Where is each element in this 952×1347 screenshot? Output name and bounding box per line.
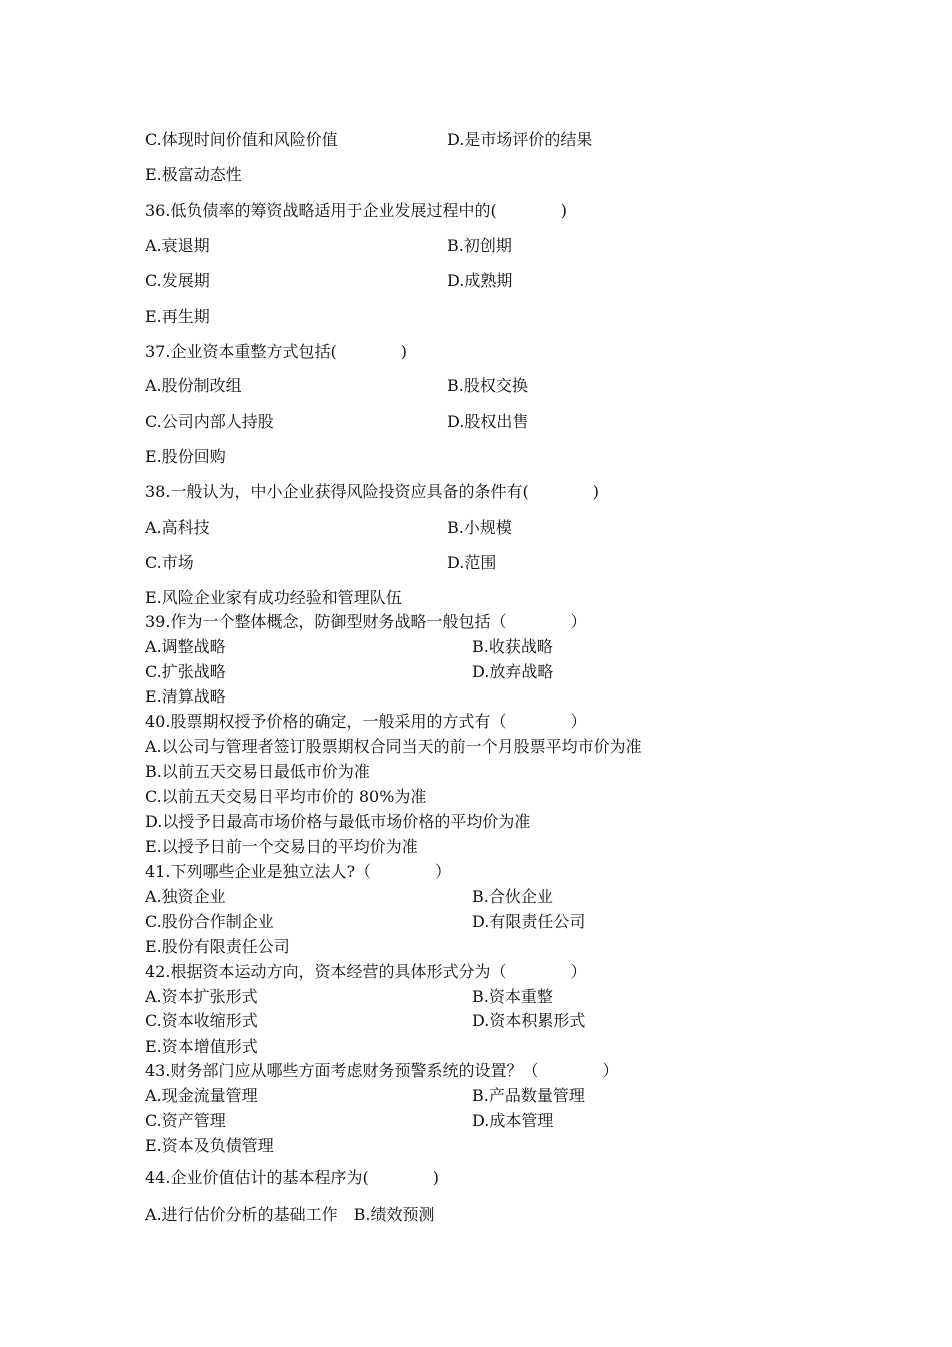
q37-option-c: C.公司内部人持股 <box>145 412 274 431</box>
q37-option-b: B.股权交换 <box>447 376 528 395</box>
q43-option-b: B.产品数量管理 <box>472 1086 585 1105</box>
q36-stem: 36.低负债率的筹资战略适用于企业发展过程中的( ) <box>145 201 567 220</box>
q40-option-b: B.以前五天交易日最低市价为准 <box>145 762 370 781</box>
q38-option-c: C.市场 <box>145 553 194 572</box>
q37-stem: 37.企业资本重整方式包括( ) <box>145 342 407 361</box>
q37-option-d: D.股权出售 <box>447 412 529 431</box>
q43-option-c: C.资产管理 <box>145 1111 226 1130</box>
q41-option-a: A.独资企业 <box>145 887 226 906</box>
q41-option-c: C.股份合作制企业 <box>145 912 274 931</box>
q43-option-e: E.资本及负债管理 <box>145 1136 274 1155</box>
q37-option-a: A.股份制改组 <box>145 376 242 395</box>
q38-stem: 38.一般认为，中小企业获得风险投资应具备的条件有( ) <box>145 482 599 501</box>
q41-option-d: D.有限责任公司 <box>472 912 586 931</box>
q42-stem: 42.根据资本运动方向，资本经营的具体形式分为（ ） <box>145 962 587 981</box>
q42-option-b: B.资本重整 <box>472 987 553 1006</box>
q41-option-e: E.股份有限责任公司 <box>145 937 290 956</box>
q39-stem: 39.作为一个整体概念，防御型财务战略一般包括（ ） <box>145 612 587 631</box>
q39-option-e: E.清算战略 <box>145 687 226 706</box>
q36-option-d: D.成熟期 <box>447 271 513 290</box>
q39-option-b: B.收获战略 <box>472 637 553 656</box>
q37-option-e: E.股份回购 <box>145 447 226 466</box>
q39-option-c: C.扩张战略 <box>145 662 226 681</box>
q43-option-a: A.现金流量管理 <box>145 1086 258 1105</box>
q40-option-a: A.以公司与管理者签订股票期权合同当天的前一个月股票平均市价为准 <box>145 737 642 756</box>
q38-option-e: E.风险企业家有成功经验和管理队伍 <box>145 588 402 607</box>
q38-option-d: D.范围 <box>447 553 497 572</box>
q40-option-c: C.以前五天交易日平均市价的 80%为准 <box>145 787 427 806</box>
q41-option-b: B.合伙企业 <box>472 887 553 906</box>
q36-option-b: B.初创期 <box>447 236 512 255</box>
q35-option-c: C.体现时间价值和风险价值 <box>145 130 338 149</box>
q35-option-d: D.是市场评价的结果 <box>447 130 593 149</box>
q43-stem: 43.财务部门应从哪些方面考虑财务预警系统的设置？（ ） <box>145 1061 619 1080</box>
q41-stem: 41.下列哪些企业是独立法人?（ ） <box>145 862 452 881</box>
q36-option-c: C.发展期 <box>145 271 210 290</box>
q44-stem: 44.企业价值估计的基本程序为( ) <box>145 1168 439 1187</box>
q35-option-e: E.极富动态性 <box>145 165 242 184</box>
q42-option-c: C.资本收缩形式 <box>145 1011 258 1030</box>
q39-option-a: A.调整战略 <box>145 637 226 656</box>
q42-option-a: A.资本扩张形式 <box>145 987 258 1006</box>
q36-option-e: E.再生期 <box>145 307 210 326</box>
q42-option-d: D.资本积累形式 <box>472 1011 586 1030</box>
q42-option-e: E.资本增值形式 <box>145 1037 258 1056</box>
q39-option-d: D.放弃战略 <box>472 662 554 681</box>
q40-option-e: E.以授予日前一个交易日的平均价为准 <box>145 837 418 856</box>
q38-option-a: A.高科技 <box>145 518 210 537</box>
q43-option-d: D.成本管理 <box>472 1111 554 1130</box>
q40-option-d: D.以授予日最高市场价格与最低市场价格的平均价为准 <box>145 812 531 831</box>
q44-options-ab: A.进行估价分析的基础工作 B.绩效预测 <box>145 1205 435 1224</box>
q36-option-a: A.衰退期 <box>145 236 210 255</box>
q38-option-b: B.小规模 <box>447 518 512 537</box>
q40-stem: 40.股票期权授予价格的确定，一般采用的方式有（ ） <box>145 712 587 731</box>
